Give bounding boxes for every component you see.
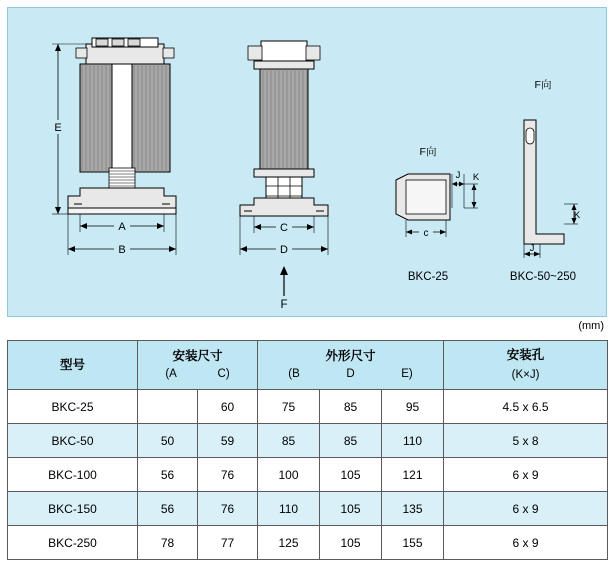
detail-bkc25 xyxy=(396,145,480,283)
cell-d: 85 xyxy=(320,424,382,458)
cell-c: 76 xyxy=(198,458,258,492)
cell-a: 56 xyxy=(138,458,198,492)
cell-model: BKC-150 xyxy=(8,492,138,526)
th-mount-col-c: C) xyxy=(217,367,230,380)
table-header-row xyxy=(8,341,608,390)
th-mount-title: 安装尺寸 xyxy=(172,348,223,363)
drawing-svg xyxy=(8,8,606,316)
th-outline-subcols xyxy=(259,367,442,383)
cell-b: 85 xyxy=(258,424,320,458)
th-outline-title: 外形尺寸 xyxy=(325,348,376,363)
dim-label-D: D xyxy=(280,244,288,256)
spec-table-wrap xyxy=(7,340,607,560)
th-hole-title: 安装孔 xyxy=(506,347,545,362)
view-label-F-left: F向 xyxy=(419,146,437,158)
table-row xyxy=(8,458,608,492)
dim-label-E: E xyxy=(54,122,62,134)
dim-label-B: B xyxy=(118,244,126,256)
table-row xyxy=(8,526,608,560)
cell-c: 60 xyxy=(198,390,258,424)
cell-c: 59 xyxy=(198,424,258,458)
cell-b: 125 xyxy=(258,526,320,560)
cell-e: 135 xyxy=(382,492,444,526)
cell-hole: 5 x 8 xyxy=(444,424,608,458)
th-model: 型号 xyxy=(8,341,138,390)
cell-e: 155 xyxy=(382,526,444,560)
caption-bkc50-250: BKC-50~250 xyxy=(509,271,577,283)
cell-a xyxy=(138,390,198,424)
th-mount xyxy=(138,341,258,390)
cell-b: 100 xyxy=(258,458,320,492)
view-label-F-right: F向 xyxy=(534,79,552,91)
th-outline-col-e: E) xyxy=(401,367,413,380)
th-outline-col-b: (B xyxy=(288,367,300,380)
dim-label-c-small: c xyxy=(423,228,429,239)
caption-bkc25: BKC-25 xyxy=(407,271,449,283)
cell-hole: 6 x 9 xyxy=(444,458,608,492)
cell-a: 56 xyxy=(138,492,198,526)
cell-d: 105 xyxy=(320,458,382,492)
dim-label-J-small: J xyxy=(455,170,461,181)
side-view xyxy=(240,41,328,311)
technical-drawing-panel xyxy=(7,7,607,317)
th-mount-subcols xyxy=(139,367,256,383)
table-head xyxy=(8,341,608,390)
front-view xyxy=(52,38,176,256)
dim-label-C: C xyxy=(280,222,288,234)
cell-d: 105 xyxy=(320,526,382,560)
cell-model: BKC-50 xyxy=(8,424,138,458)
dim-label-A: A xyxy=(118,221,126,233)
th-mount-col-a: (A xyxy=(165,367,177,380)
cell-b: 75 xyxy=(258,390,320,424)
dim-label-K-small: K xyxy=(472,172,480,183)
cell-d: 85 xyxy=(320,390,382,424)
cell-c: 77 xyxy=(198,526,258,560)
cell-e: 121 xyxy=(382,458,444,492)
cell-a: 50 xyxy=(138,424,198,458)
th-hole xyxy=(444,341,608,390)
units-note: (mm) xyxy=(578,320,604,332)
arrow-label-F: F xyxy=(280,299,288,311)
cell-a: 78 xyxy=(138,526,198,560)
cell-d: 105 xyxy=(320,492,382,526)
table-body xyxy=(8,390,608,560)
table-row xyxy=(8,492,608,526)
cell-hole: 6 x 9 xyxy=(444,492,608,526)
cell-model: BKC-100 xyxy=(8,458,138,492)
th-hole-sub: (K×J) xyxy=(511,368,540,381)
cell-model: BKC-250 xyxy=(8,526,138,560)
cell-hole: 6 x 9 xyxy=(444,526,608,560)
cell-hole: 4.5 x 6.5 xyxy=(444,390,608,424)
cell-e: 95 xyxy=(382,390,444,424)
table-row xyxy=(8,424,608,458)
table-row xyxy=(8,390,608,424)
detail-bkc50-250 xyxy=(510,78,581,283)
dim-label-J-right: J xyxy=(529,243,535,254)
cell-c: 76 xyxy=(198,492,258,526)
dim-label-K-right: K xyxy=(573,210,581,221)
cell-e: 110 xyxy=(382,424,444,458)
cell-b: 110 xyxy=(258,492,320,526)
th-outline xyxy=(258,341,444,390)
spec-table xyxy=(7,340,608,560)
th-outline-col-d: D xyxy=(346,367,355,380)
cell-model: BKC-25 xyxy=(8,390,138,424)
